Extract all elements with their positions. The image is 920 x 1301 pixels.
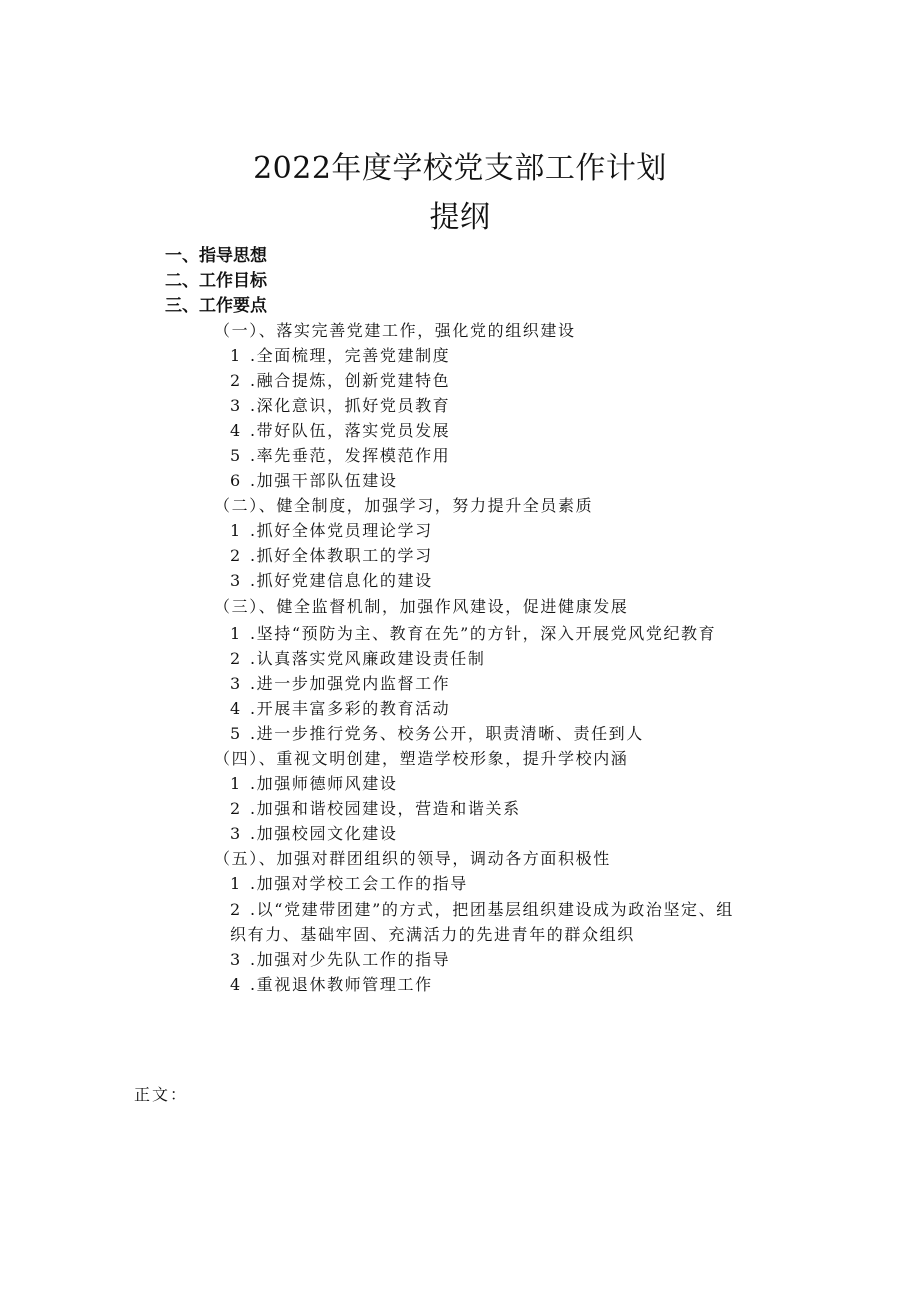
list-item <box>230 544 433 568</box>
item-text: .重视退休教师管理工作 <box>250 975 433 994</box>
item-number: 2 <box>230 546 241 565</box>
list-item <box>230 722 644 746</box>
item-text: .进一步加强党内监督工作 <box>250 674 451 693</box>
list-item <box>230 444 450 468</box>
document-subtitle: 提纲 <box>429 200 491 235</box>
item-text: .加强干部队伍建设 <box>250 471 398 490</box>
list-item <box>230 973 433 997</box>
list-item <box>230 647 486 671</box>
item-number: 1 <box>230 521 241 540</box>
item-number: 4 <box>230 421 241 440</box>
list-item <box>230 569 433 593</box>
body-text-label: 正文： <box>134 1085 189 1104</box>
item-text: .融合提炼，创新党建特色 <box>250 371 451 390</box>
item-text: .带好队伍，落实党员发展 <box>250 421 451 440</box>
item-text: .加强校园文化建设 <box>250 824 398 843</box>
part-heading: （五）、加强对群团组织的领导，调动各方面积极性 <box>214 849 611 868</box>
item-number: 2 <box>230 799 241 818</box>
section-heading-work-goals: 二、工作目标 <box>165 271 267 291</box>
item-text: .全面梳理，完善党建制度 <box>250 346 451 365</box>
item-number: 4 <box>230 975 241 994</box>
list-item-continuation: 织有力、基础牢固、充满活力的先进青年的群众组织 <box>230 925 635 944</box>
item-number: 1 <box>230 346 241 365</box>
list-item <box>230 672 450 696</box>
document-title: 2022年度学校党支部工作计划 <box>253 151 667 186</box>
list-item <box>230 948 450 972</box>
part-heading: （三）、健全监督机制，加强作风建设，促进健康发展 <box>214 597 629 616</box>
item-text: .加强和谐校园建设，营造和谐关系 <box>250 799 521 818</box>
section-heading-work-points: 三、工作要点 <box>165 296 267 316</box>
item-number: 2 <box>230 371 241 390</box>
part-heading: （一）、落实完善党建工作，强化党的组织建设 <box>214 321 576 340</box>
item-text: .率先垂范，发挥模范作用 <box>250 446 451 465</box>
item-text: .抓好全体教职工的学习 <box>250 546 433 565</box>
list-item <box>230 419 450 443</box>
item-text: .抓好党建信息化的建设 <box>250 571 433 590</box>
list-item <box>230 369 450 393</box>
item-number: 4 <box>230 699 241 718</box>
item-number: 1 <box>230 774 241 793</box>
part-heading: （四）、重视文明创建，塑造学校形象，提升学校内涵 <box>214 749 629 768</box>
list-item <box>230 622 716 646</box>
list-item <box>230 872 468 896</box>
item-number: 3 <box>230 824 241 843</box>
item-number: 2 <box>230 649 241 668</box>
item-text: .加强对学校工会工作的指导 <box>250 874 468 893</box>
item-text: .加强师德师风建设 <box>250 774 398 793</box>
part-heading: （二）、健全制度，加强学习，努力提升全员素质 <box>214 496 594 515</box>
item-text: .进一步推行党务、校务公开，职责清晰、责任到人 <box>250 724 644 743</box>
item-number: 5 <box>230 724 241 743</box>
item-number: 1 <box>230 624 241 643</box>
item-number: 3 <box>230 571 241 590</box>
item-number: 2 <box>230 900 241 919</box>
item-number: 1 <box>230 874 241 893</box>
section-heading-guiding-thought: 一、指导思想 <box>165 246 267 266</box>
item-text: .开展丰富多彩的教育活动 <box>250 699 451 718</box>
item-number: 3 <box>230 396 241 415</box>
list-item <box>230 898 734 922</box>
list-item <box>230 519 433 543</box>
list-item <box>230 697 450 721</box>
list-item <box>230 394 450 418</box>
item-number: 5 <box>230 446 241 465</box>
item-number: 6 <box>230 471 241 490</box>
list-item <box>230 797 521 821</box>
item-text: .抓好全体党员理论学习 <box>250 521 433 540</box>
item-text: .坚持“预防为主、教育在先”的方针，深入开展党风党纪教育 <box>250 624 717 643</box>
item-number: 3 <box>230 950 241 969</box>
item-text: .深化意识，抓好党员教育 <box>250 396 451 415</box>
item-number: 3 <box>230 674 241 693</box>
list-item <box>230 344 450 368</box>
list-item <box>230 772 398 796</box>
item-text: .认真落实党风廉政建设责任制 <box>250 649 486 668</box>
list-item <box>230 822 398 846</box>
item-text: .加强对少先队工作的指导 <box>250 950 451 969</box>
item-text: .以“党建带团建”的方式，把团基层组织建设成为政治坚定、组 <box>250 900 734 919</box>
list-item <box>230 469 398 493</box>
